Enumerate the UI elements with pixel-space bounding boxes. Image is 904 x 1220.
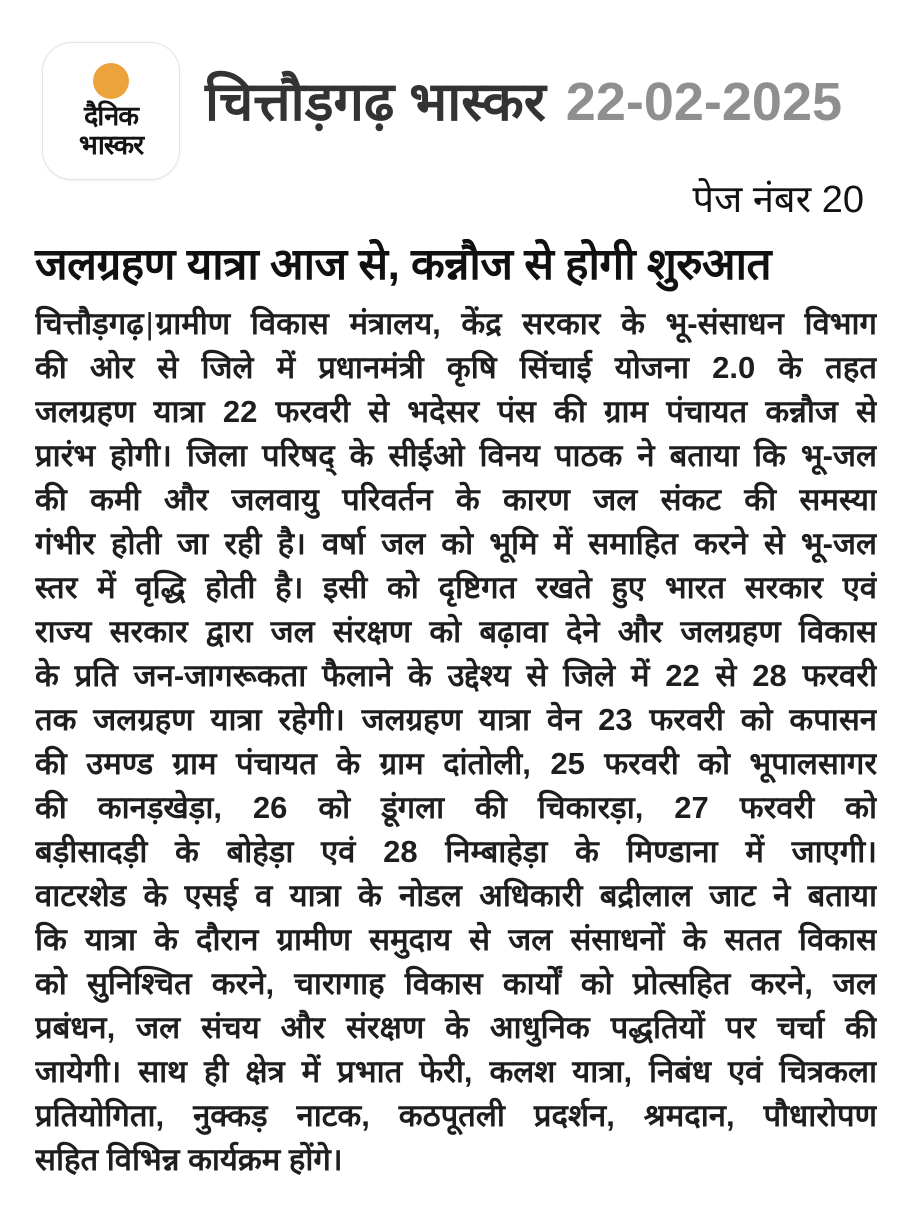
dateline-separator: | [145, 306, 154, 342]
body-line: की ओर से जिले में प्रधानमंत्री कृषि सिंचाई योजना 2.0 के तहत [35, 350, 877, 386]
body-line: प्रबंधन, जल संचय और संरक्षण के आधुनिक पद्धतियों पर चर्चा की [35, 1010, 877, 1046]
body-line: की कमी और जलवायु परिवर्तन के कारण जल संकट की समस्या [35, 482, 877, 518]
body-line: वाटरशेड के एसई व यात्रा के नोडल अधिकारी बद्रीलाल जाट ने बताया [35, 878, 877, 914]
article-body [35, 302, 877, 1182]
edition-date: 22-02-2025 [565, 72, 843, 132]
body-line: तक जलग्रहण यात्रा रहेगी। जलग्रहण यात्रा वेन 23 फरवरी को कपासन [35, 702, 877, 738]
edition-title: चित्तौड़गढ़ भास्कर [205, 72, 546, 132]
body-line: प्रारंभ होगी। जिला परिषद् के सीईओ विनय पाठक ने बताया कि भू-जल [35, 438, 877, 474]
logo-text-top: दैनिक [83, 100, 139, 131]
body-line: के प्रति जन-जागरूकता फैलाने के उद्देश्य से जिले में 22 से 28 फरवरी [35, 658, 877, 694]
body-line: की उमण्ड ग्राम पंचायत के ग्राम दांतोली, 25 फरवरी को भूपालसागर [35, 746, 877, 782]
dainik-bhaskar-logo [42, 42, 180, 180]
article-headline: जलग्रहण यात्रा आज से, कन्नौज से होगी शुरुआत [35, 240, 772, 289]
body-line: की कानड़खेड़ा, 26 को डूंगला की चिकारड़ा, 27 फरवरी को [35, 790, 877, 826]
body-line [35, 302, 877, 346]
logo-text-bottom: भास्कर [78, 129, 144, 160]
body-line-text: ग्रामीण विकास मंत्रालय, केंद्र सरकार के भू-संसाधन विभाग [155, 306, 877, 342]
body-line: स्तर में वृद्धि होती है। इसी को दृष्टिगत रखते हुए भारत सरकार एवं [35, 570, 877, 606]
body-line: प्रतियोगिता, नुक्कड़ नाटक, कठपूतली प्रदर्शन, श्रमदान, पौधारोपण [35, 1098, 877, 1134]
body-line: को सुनिश्चित करने, चारागाह विकास कार्यों को प्रोत्सहित करने, जल [35, 966, 877, 1002]
news-article [35, 236, 877, 1182]
body-line: सहित विभिन्न कार्यक्रम होंगे। [35, 1142, 343, 1178]
masthead [205, 62, 865, 136]
body-line: कि यात्रा के दौरान ग्रामीण समुदाय से जल संसाधनों के सतत विकास [35, 922, 877, 958]
body-line: बड़ीसादड़ी के बोहेड़ा एवं 28 निम्बाहेड़ा के मिण्डाना में जाएगी। [35, 834, 877, 870]
dateline-city: चित्तौड़गढ़ [35, 306, 144, 342]
page-number-label: पेज नंबर 20 [692, 179, 864, 221]
body-line: राज्य सरकार द्वारा जल संरक्षण को बढ़ावा देने और जलग्रहण विकास [35, 614, 877, 650]
sun-icon [93, 63, 129, 99]
body-line: गंभीर होती जा रही है। वर्षा जल को भूमि में समाहित करने से भू-जल [35, 526, 877, 562]
body-line: जायेगी। साथ ही क्षेत्र में प्रभात फेरी, कलश यात्रा, निबंध एवं चित्रकला [35, 1054, 877, 1090]
body-line: जलग्रहण यात्रा 22 फरवरी से भदेसर पंस की ग्राम पंचायत कन्नौज से [35, 394, 877, 430]
